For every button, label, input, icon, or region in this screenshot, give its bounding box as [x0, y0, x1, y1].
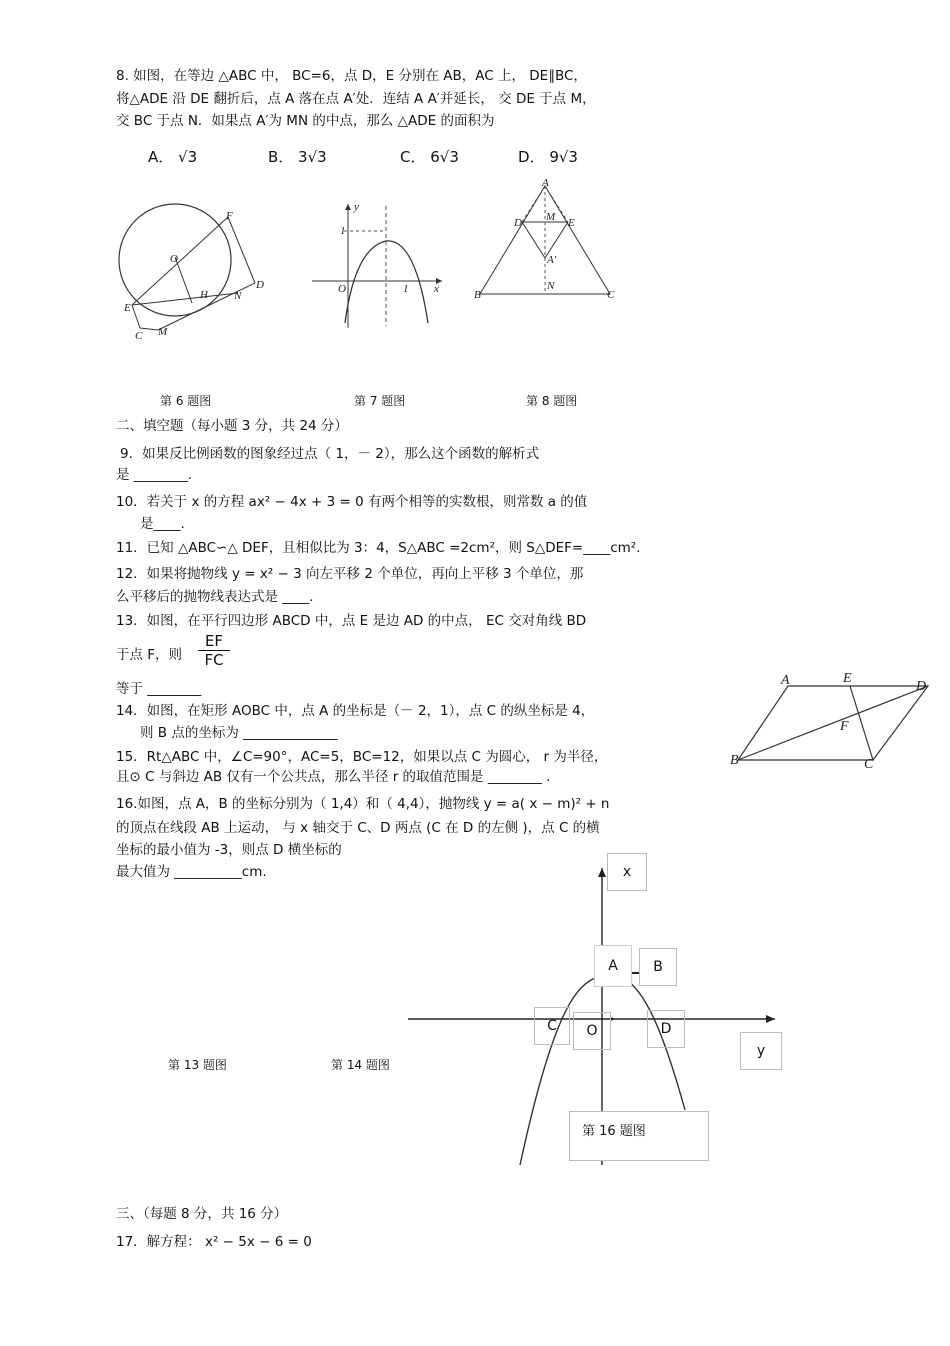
q8-line1: 8. 如图，在等边 △ABC 中， BC=6，点 D，E 分别在 AB，AC 上， DE∥BC，: [116, 68, 587, 84]
q8-option-d: D． 9√3: [518, 148, 578, 166]
q14-line2: 则 B 点的坐标为 ______________: [140, 725, 338, 741]
fig16-label-x: x: [607, 853, 647, 891]
fig13-label-c: C: [864, 757, 874, 772]
q8-option-b: B． 3√3: [268, 148, 327, 166]
q15-line2: 且⊙ C 与斜边 AB 仅有一个公共点，那么半径 r 的取值范围是 ________ .: [116, 769, 551, 785]
fig8-label-m: M: [546, 211, 556, 223]
fig8-label-a-prime: A′: [547, 254, 557, 266]
q14-line1: 14．如图，在矩形 AOBC 中，点 A 的坐标是（－ 2，1），点 C 的纵坐标是 4，: [116, 703, 595, 719]
q10-line1: 10．若关于 x 的方程 ax² − 4x + 3 = 0 有两个相等的实数根，则常数 a 的值: [116, 494, 588, 510]
fig7-label-y: y: [354, 201, 359, 213]
q16-line1: 16.如图，点 A，B 的坐标分别为（ 1,4）和（ 4,4），抛物线 y = a( x − m)² + n: [116, 796, 610, 812]
fig13-caption: 第 13 题图: [168, 1058, 227, 1072]
q17-text: 17．解方程： x² − 5x − 6 = 0: [116, 1234, 312, 1250]
fig13-label-d: D: [916, 679, 927, 694]
fig13-label-a: A: [781, 673, 790, 688]
section2-heading: 二、填空题（每小题 3 分，共 24 分）: [116, 418, 348, 434]
fig6-caption: 第 6 题图: [160, 394, 212, 408]
figure-6: [110, 195, 280, 345]
fig8-label-c: C: [607, 289, 615, 301]
q9-line1: 9．如果反比例函数的图象经过点（ 1，－ 2），那么这个函数的解析式: [120, 446, 540, 462]
fig6-label-m: M: [158, 326, 168, 338]
q10-line2: 是____.: [140, 516, 185, 532]
fig6-label-d: D: [256, 279, 264, 291]
fig7-label-x: x: [434, 283, 439, 295]
fig13-label-f: F: [840, 719, 849, 734]
q11-text: 11．已知 △ABC∽△ DEF，且相似比为 3：4，S△ABC =2cm²，则 S△DEF=____cm².: [116, 540, 641, 556]
figure-13: [728, 668, 938, 776]
fig8-label-d: D: [514, 217, 522, 229]
q13-line3: 等于 ________: [116, 681, 202, 697]
fig7-caption: 第 7 题图: [354, 394, 406, 408]
q13-line2: 于点 F，则: [116, 647, 183, 663]
fig6-label-e: E: [124, 302, 131, 314]
q8-option-c: C． 6√3: [400, 148, 459, 166]
fig6-label-f: F: [226, 210, 233, 222]
fig13-label-e: E: [843, 671, 852, 686]
fig16-label-c: C: [534, 1007, 570, 1045]
q8-line2: 将△ADE 沿 DE 翻折后，点 A 落在点 A′处．连结 A A′并延长， 交 DE 于点 M，: [116, 91, 596, 107]
fig8-label-a: A: [542, 177, 549, 189]
q13-fraction: [198, 632, 230, 669]
fig14-caption: 第 14 题图: [331, 1058, 390, 1072]
q16-line4: 最大值为 __________cm.: [116, 864, 267, 880]
fig16-label-y: y: [740, 1032, 782, 1070]
q12-line2: 么平移后的抛物线表达式是 ____.: [116, 589, 314, 605]
fig16-label-a: A: [594, 945, 632, 987]
fig6-label-n: N: [234, 290, 242, 302]
q13-fraction-denominator: FC: [204, 651, 224, 669]
q13-line1: 13．如图，在平行四边形 ABCD 中，点 E 是边 AD 的中点， EC 交对角线 BD: [116, 613, 587, 629]
fig6-label-o: O: [170, 253, 178, 265]
fig16-label-o: O: [573, 1012, 611, 1050]
q12-line1: 12．如果将抛物线 y = x² − 3 向左平移 2 个单位，再向上平移 3 个单位，那: [116, 566, 584, 582]
fig13-label-b: B: [730, 753, 739, 768]
q16-line2: 的顶点在线段 AB 上运动， 与 x 轴交于 C、D 两点 (C 在 D 的左侧 )，点 C 的横: [116, 820, 600, 836]
figure-8: [470, 178, 620, 303]
q8-line3: 交 BC 于点 N．如果点 A′为 MN 的中点，那么 △ADE 的面积为: [116, 113, 495, 129]
fig16-caption: 第 16 题图: [569, 1111, 709, 1161]
fig16-label-b: B: [639, 948, 677, 986]
fig7-label-1x: 1: [403, 283, 409, 295]
q16-line3: 坐标的最小值为 -3，则点 D 横坐标的: [116, 842, 342, 858]
q9-line2: 是 ________.: [116, 467, 193, 483]
fig7-label-o: O: [338, 283, 346, 295]
section3-heading: 三、（每题 8 分，共 16 分）: [116, 1206, 288, 1222]
fig7-label-1y: 1: [340, 225, 346, 237]
q15-line1: 15．Rt△ABC 中，∠C=90°，AC=5，BC=12，如果以点 C 为圆心， r 为半径，: [116, 749, 608, 765]
q13-fraction-numerator: EF: [198, 632, 230, 651]
fig6-label-c: C: [135, 330, 143, 342]
fig8-label-b: B: [474, 289, 481, 301]
fig8-label-e: E: [568, 217, 575, 229]
fig8-caption: 第 8 题图: [526, 394, 578, 408]
fig8-label-n: N: [547, 280, 555, 292]
q8-option-a: A． √3: [148, 148, 198, 166]
fig6-label-h: H: [200, 289, 208, 301]
figure-7: [310, 198, 450, 333]
fig16-label-d: D: [647, 1010, 685, 1048]
